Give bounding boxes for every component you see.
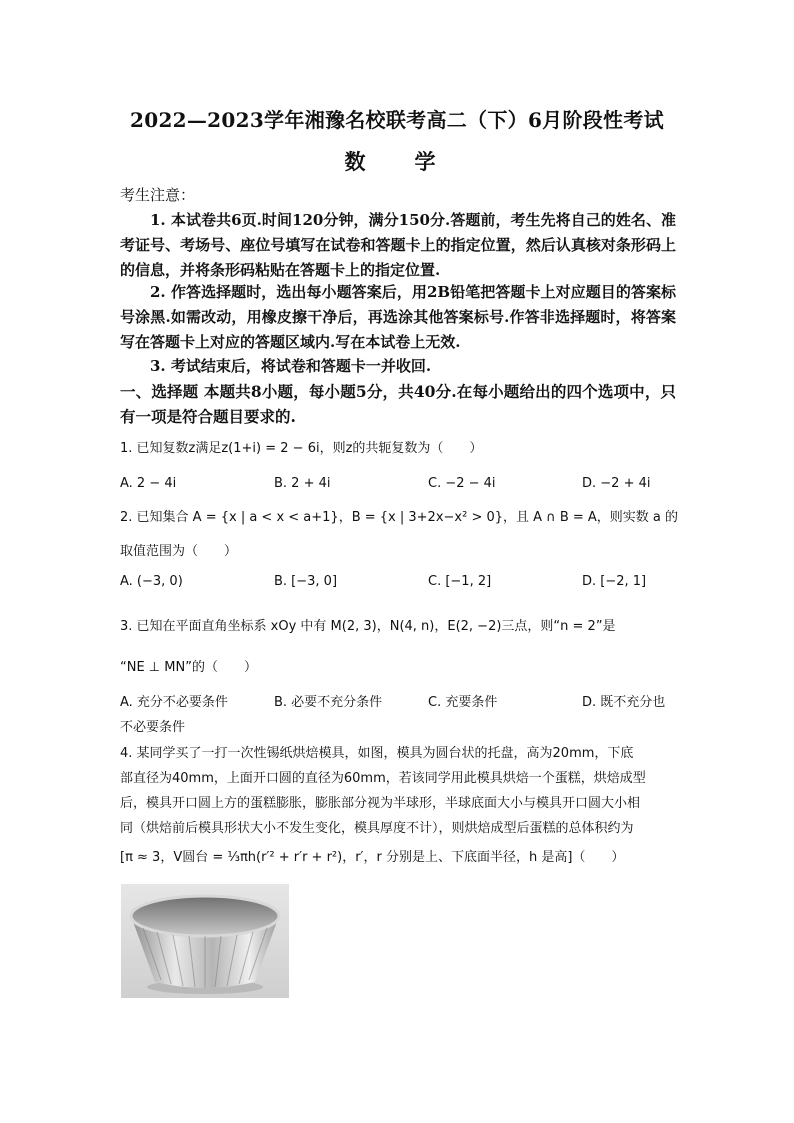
question-4-stem-line-1: 4. 某同学买了一打一次性锡纸烘焙模具，如图，模具为圆台状的托盘，高为20mm，下底 [120,746,634,761]
question-3-stem-line-2: “NE ⊥ MN”的（ ） [120,660,257,675]
question-3-stem-line-1: 3. 已知在平面直角坐标系 xOy 中有 M(2, 3)，N(4, n)，E(2, −2)三点，则“n = 2”是 [120,619,616,634]
q1-option-c: C. −2 − 4i [428,476,496,491]
baking-mold-photo [121,884,289,998]
q1-option-a: A. 2 − 4i [120,476,177,491]
q2-option-c: C. [−1, 2] [428,574,492,589]
q1-option-b: B. 2 + 4i [274,476,331,491]
q3-option-c: C. 充要条件 [428,695,498,710]
question-2-stem-line-2: 取值范围为（ ） [120,544,238,559]
question-4-stem-line-2: 部直径为40mm，上面开口圆的直径为60mm，若该同学用此模具烘焙一个蛋糕，烘焙成型 [120,771,646,786]
question-1-stem: 1. 已知复数z满足z(1+i) = 2 − 6i，则z的共轭复数为（ ） [120,441,483,456]
notice-item-1: 1. 本试卷共6页.时间120分钟，满分150分.答题前，考生先将自己的姓名、准考证号、考场号、座位号填写在试卷和答题卡上的指定位置，然后认真核对条形码上的信息，并将条形码粘贴在答题卡上的指定位置. [120,211,676,279]
q3-option-d: D. 既不充分也 [582,695,666,710]
question-2-stem-line-1: 2. 已知集合 A = {x | a < x < a+1}，B = {x | 3+2x−x² > 0}，且 A ∩ B = A，则实数 a 的 [120,510,679,525]
question-4-stem-line-4: 同（烘焙前后模具形状大小不发生变化，模具厚度不计），则烘焙成型后蛋糕的总体积约为 [120,821,634,836]
notice-item-3: 3. 考试结束后，将试卷和答题卡一并收回. [150,357,432,375]
q1-option-d: D. −2 + 4i [582,476,651,491]
subject-title: 数 学 [344,149,450,174]
q2-option-a: A. (−3, 0) [120,574,183,589]
q2-option-b: B. [−3, 0] [274,574,338,589]
notice-item-2: 2. 作答选择题时，选出每小题答案后，用2B铅笔把答题卡上对应题目的答案标号涂黑.如需改动，用橡皮擦干净后，再选涂其他答案标号.作答非选择题时，将答案写在答题卡上对应的答题区域内.写在本试卷上无效. [120,283,676,351]
q3-option-a: A. 充分不必要条件 [120,695,228,710]
notice-heading: 考生注意： [120,186,196,204]
section-heading: 一、选择题 本题共8小题，每小题5分，共40分.在每小题给出的四个选项中，只有一项是符合题目要求的. [120,382,676,426]
exam-title: 2022—2023学年湘豫名校联考高二（下）6月阶段性考试 [130,108,664,132]
q3-option-d-continued: 不必要条件 [120,720,186,735]
question-4-stem-line-3: 后，模具开口圆上方的蛋糕膨胀，膨胀部分视为半球形，半球底面大小与模具开口圆大小相 [120,796,641,811]
q3-option-b: B. 必要不充分条件 [274,695,383,710]
question-4-stem-line-5: [π ≈ 3，V圆台 = ⅓πh(r′² + r′r + r²)，r′，r 分别是上、下底面半径，h 是高]（ ） [120,850,625,865]
q2-option-d: D. [−2, 1] [582,574,647,589]
